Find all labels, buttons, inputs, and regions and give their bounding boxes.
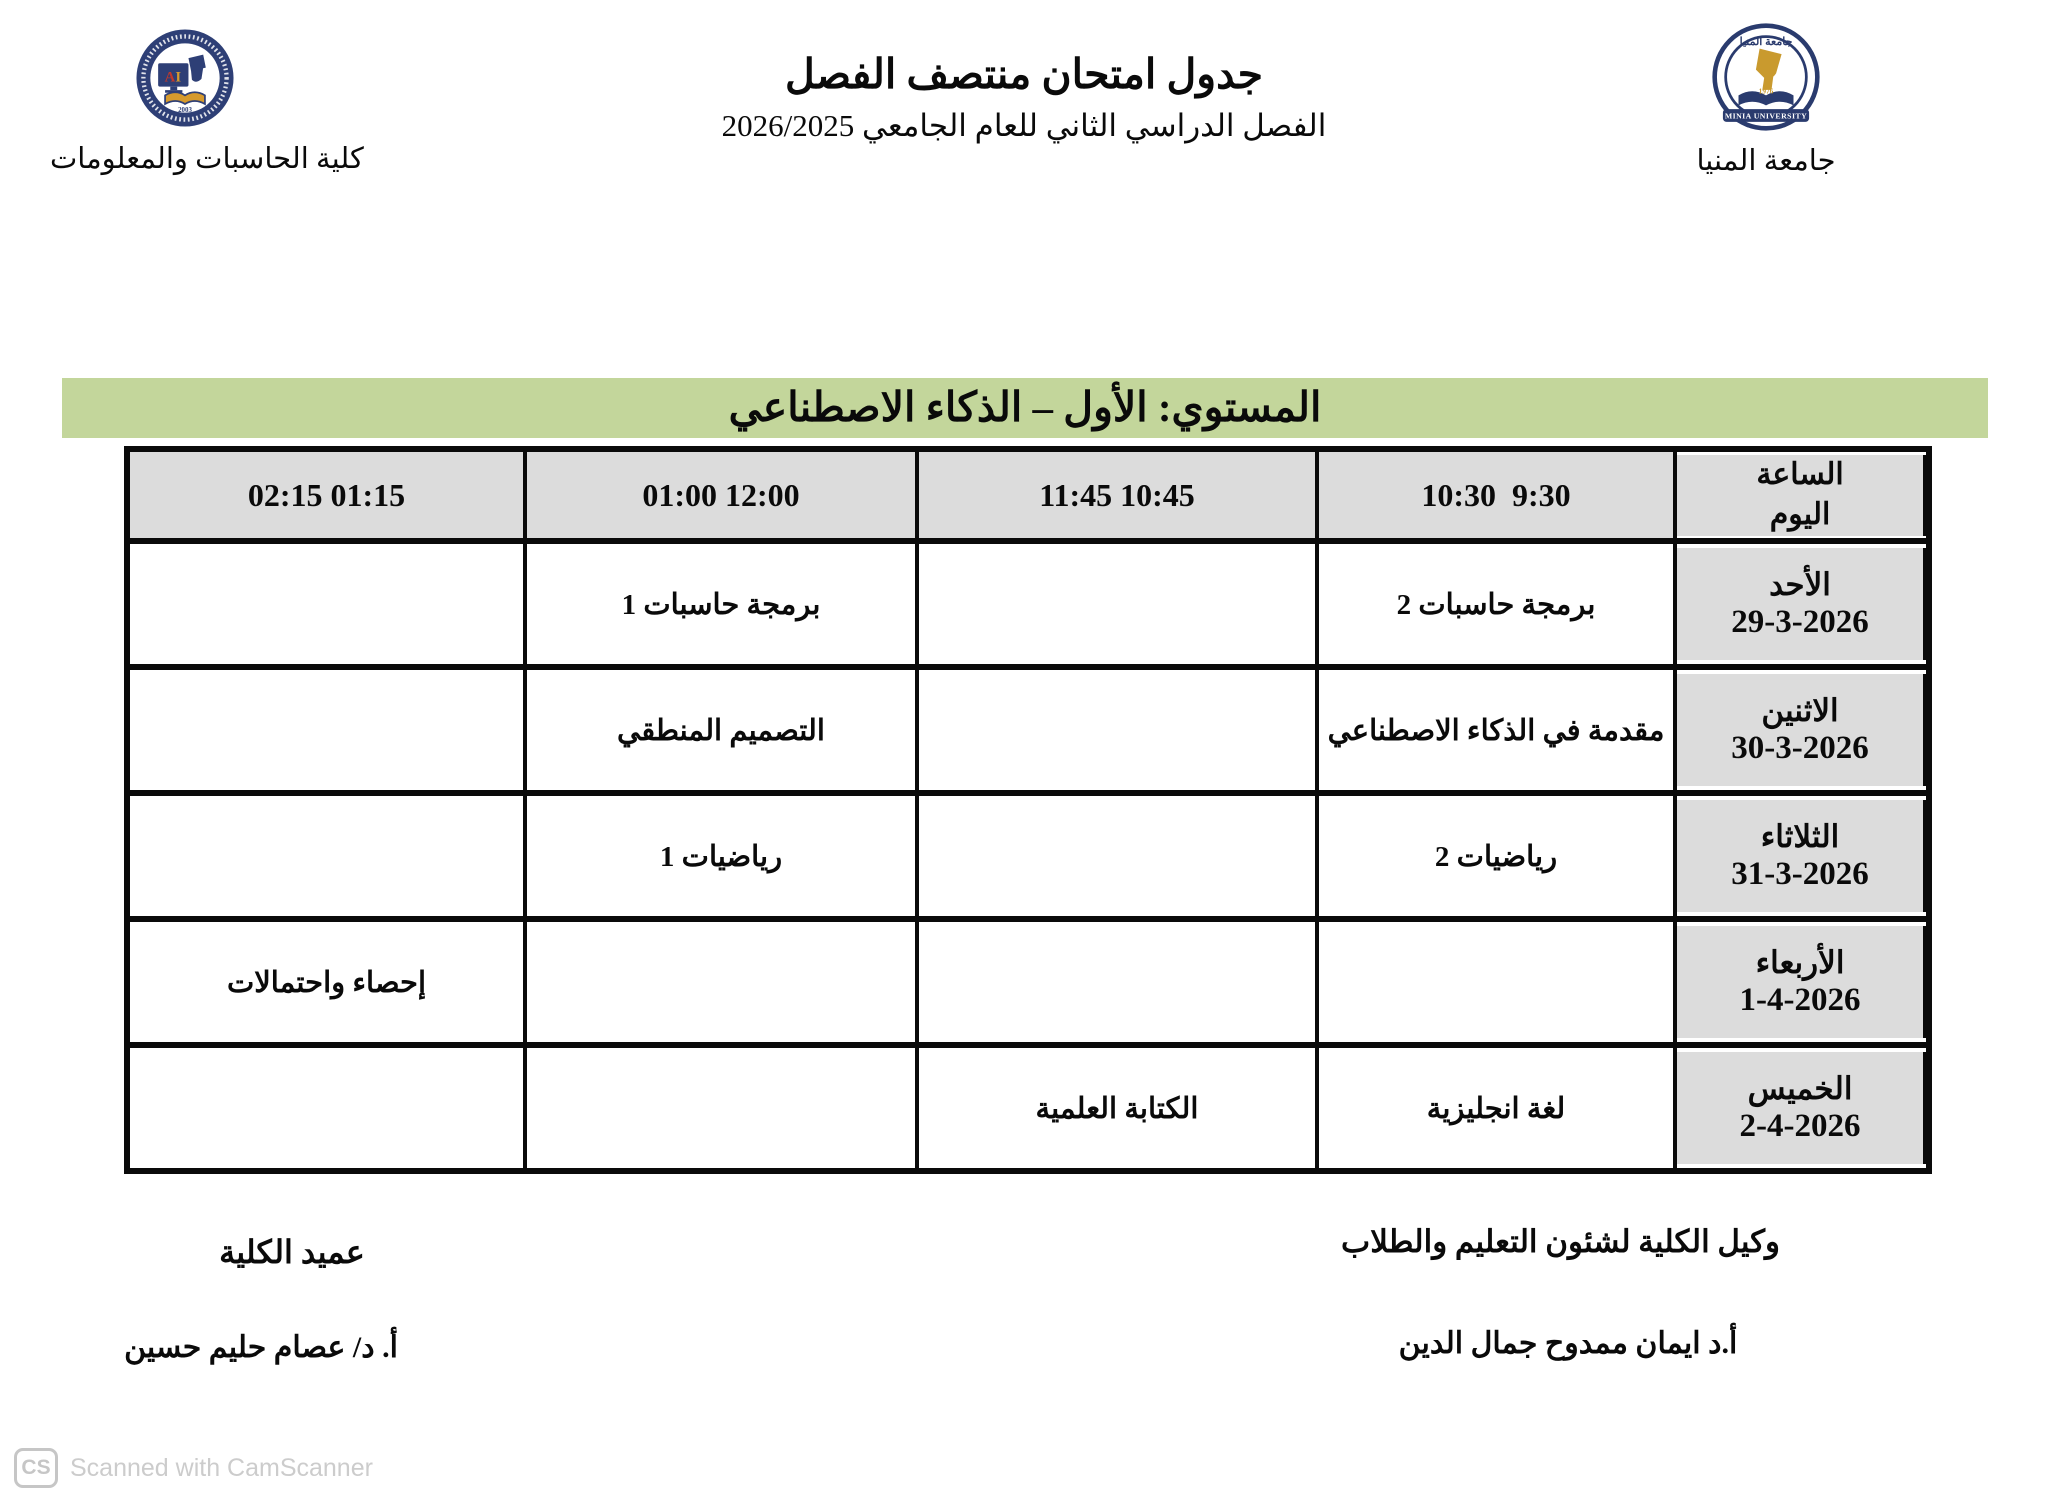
- time-column-header-2: 11:45 10:45: [917, 449, 1317, 541]
- empty-cell: [127, 541, 525, 667]
- day-date: 29-3-2026: [1731, 603, 1869, 640]
- svg-text:1976: 1976: [1758, 86, 1774, 96]
- logo-banner-text: MINIA UNIVERSITY: [1724, 111, 1808, 121]
- empty-cell: [127, 1045, 525, 1171]
- day-cell: [1675, 793, 1929, 919]
- svg-text:AI: AI: [164, 69, 182, 86]
- exam-cell: التصميم المنطقي: [525, 667, 917, 793]
- table-row: [127, 919, 1929, 1045]
- day-name: الثلاثاء: [1760, 818, 1840, 854]
- university-header-block: [1652, 22, 1880, 178]
- day-name: الاثنين: [1761, 692, 1839, 728]
- time-column-header-4: 02:15 01:15: [127, 449, 525, 541]
- camscanner-icon: CS: [14, 1448, 58, 1488]
- logo-ring-title: جامعة المنيا: [1739, 35, 1793, 48]
- corner-header-cell: [1675, 449, 1929, 541]
- exam-cell: إحصاء واحتمالات: [127, 919, 525, 1045]
- day-name: الأحد: [1769, 566, 1831, 602]
- dean-title: عميد الكلية: [219, 1234, 365, 1270]
- faculty-header-block: [50, 26, 364, 176]
- title-block: [722, 50, 1327, 144]
- time-column-header-1: 10:30 9:30: [1317, 449, 1675, 541]
- day-date: 31-3-2026: [1731, 855, 1869, 892]
- table-row: [127, 541, 1929, 667]
- header-row: [127, 449, 1929, 541]
- day-date: 2-4-2026: [1739, 1107, 1861, 1144]
- document-subtitle: الفصل الدراسي الثاني للعام الجامعي 2026/2025: [721, 108, 1327, 143]
- vice-dean-name: أ.د ايمان ممدوح جمال الدين: [1398, 1327, 1738, 1360]
- exam-cell: لغة انجليزية: [1317, 1045, 1675, 1171]
- empty-cell: [1317, 919, 1675, 1045]
- empty-cell: [525, 919, 917, 1045]
- camscanner-watermark: [14, 1448, 373, 1488]
- exam-schedule-table: [124, 446, 1932, 1174]
- corner-hour-label: الساعة: [1756, 457, 1844, 491]
- empty-cell: [917, 919, 1317, 1045]
- exam-cell: رياضيات 1: [525, 793, 917, 919]
- day-date: 30-3-2026: [1731, 729, 1869, 766]
- day-cell: [1675, 541, 1929, 667]
- faculty-logo: [133, 26, 237, 130]
- empty-cell: [525, 1045, 917, 1171]
- empty-cell: [127, 667, 525, 793]
- day-name: الأربعاء: [1755, 944, 1845, 980]
- table-row: [127, 667, 1929, 793]
- schedule-body: [127, 541, 1929, 1171]
- time-column-header-3: 01:00 12:00: [525, 449, 917, 541]
- table-row: [127, 1045, 1929, 1171]
- university-logo: [1711, 22, 1821, 132]
- dean-name: أ. د/ عصام حليم حسين: [124, 1331, 398, 1364]
- vice-dean-title: وكيل الكلية لشئون التعليم والطلاب: [1341, 1224, 1780, 1259]
- exam-cell: رياضيات 2: [1317, 793, 1675, 919]
- level-banner: المستوي: الأول – الذكاء الاصطناعي: [62, 378, 1988, 438]
- day-name: الخميس: [1747, 1070, 1853, 1106]
- exam-cell: برمجة حاسبات 2: [1317, 541, 1675, 667]
- document-title: جدول امتحان منتصف الفصل: [785, 51, 1263, 97]
- day-date: 1-4-2026: [1739, 981, 1861, 1018]
- exam-cell: الكتابة العلمية: [917, 1045, 1317, 1171]
- corner-day-label: اليوم: [1769, 498, 1831, 531]
- empty-cell: [917, 793, 1317, 919]
- empty-cell: [127, 793, 525, 919]
- exam-cell: مقدمة في الذكاء الاصطناعي: [1317, 667, 1675, 793]
- svg-text:2003: 2003: [178, 106, 192, 114]
- day-cell: [1675, 919, 1929, 1045]
- empty-cell: [917, 541, 1317, 667]
- camscanner-text: Scanned with CamScanner: [70, 1453, 373, 1482]
- day-cell: [1675, 1045, 1929, 1171]
- exam-cell: برمجة حاسبات 1: [525, 541, 917, 667]
- faculty-name-label: كلية الحاسبات والمعلومات: [50, 143, 364, 175]
- empty-cell: [917, 667, 1317, 793]
- day-cell: [1675, 667, 1929, 793]
- university-name-label: جامعة المنيا: [1696, 145, 1836, 177]
- table-row: [127, 793, 1929, 919]
